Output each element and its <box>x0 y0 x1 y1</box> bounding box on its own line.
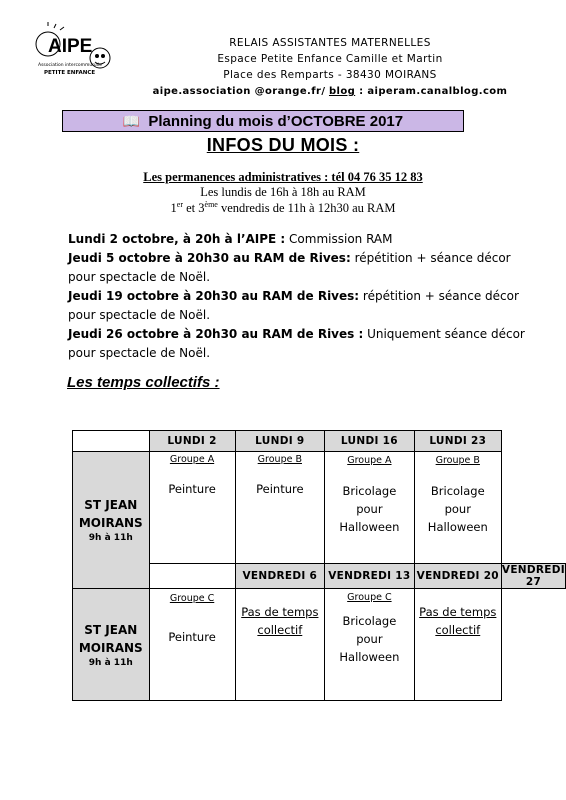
temps-collectifs-title: Les temps collectifs : <box>67 374 220 391</box>
day-header: LUNDI 2 <box>149 431 235 452</box>
location-cell <box>73 452 150 589</box>
activity-cell: Groupe C Bricolage pour Halloween <box>325 589 415 701</box>
logo-tagline-2: PETITE ENFANCE <box>44 70 96 76</box>
event-item: Jeudi 26 octobre à 20h30 au RAM de Rives : Uniquement séance décor pour spectacle de Noël. <box>68 327 525 360</box>
perm-text-a: 1 <box>170 201 177 216</box>
hours-label: 9h à 11h <box>88 533 133 543</box>
activity-cell: Groupe B Peinture <box>235 452 325 564</box>
activity-cell: Pas de temps collectif <box>235 589 325 701</box>
activity-cell: Groupe A Bricolage pour Halloween <box>325 452 415 564</box>
book-icon: 📖 <box>122 112 141 129</box>
table-row <box>73 589 566 701</box>
permanences-line-1: Les lundis de 16h à 18h au RAM <box>200 185 366 199</box>
activity-cell: Pas de temps collectif <box>414 589 501 701</box>
banner-title: Planning du mois d’OCTOBRE 2017 <box>148 112 404 130</box>
aipe-logo <box>34 22 116 82</box>
logo-text: AIPE <box>48 36 93 57</box>
day-header: LUNDI 9 <box>235 431 325 452</box>
perm-text-c: vendredis de 11h à 12h30 au RAM <box>217 201 396 216</box>
location-line-2: MOIRANS <box>78 516 143 530</box>
spacer-cell <box>149 564 235 589</box>
perm-text-b: et 3 <box>182 201 205 216</box>
logo-tagline-1: Association intercommunale <box>38 63 102 68</box>
day-header: LUNDI 23 <box>414 431 501 452</box>
header-line-2: Espace Petite Enfance Camille et Martin <box>217 53 443 65</box>
blog-sep: : <box>355 86 368 97</box>
header-contact <box>150 86 510 97</box>
event-item: Jeudi 5 octobre à 20h30 au RAM de Rives: répétition + séance décor pour spectacle de Noël. <box>68 251 511 284</box>
table-row <box>73 431 566 452</box>
activity-cell: Groupe A Peinture <box>149 452 235 564</box>
header-line-1: RELAIS ASSISTANTES MATERNELLES <box>229 37 431 49</box>
perm-sup-2: ème <box>204 200 218 209</box>
month-banner <box>62 110 464 132</box>
day-header: LUNDI 16 <box>325 431 415 452</box>
activity-cell: Groupe B Bricolage pour Halloween <box>414 452 501 564</box>
hours-label: 9h à 11h <box>88 657 133 668</box>
location-line-2: MOIRANS <box>78 640 143 655</box>
event-item: Jeudi 19 octobre à 20h30 au RAM de Rives: répétition + séance décor pour spectacle de Noël. <box>68 289 519 322</box>
blog-label: blog <box>328 86 356 97</box>
perm-sup-1: er <box>176 200 183 209</box>
table-row <box>73 452 566 564</box>
day-header: VENDREDI 6 <box>235 564 325 589</box>
location-line-1: ST JEAN <box>84 622 138 637</box>
corner-cell <box>73 431 150 452</box>
location-line-1: ST JEAN <box>84 498 138 512</box>
event-item: Lundi 2 octobre, à 20h à l’AIPE : Commission RAM <box>68 232 393 246</box>
blog-link[interactable]: aiperam.canalblog.com <box>367 86 508 97</box>
permanences-line-2 <box>0 200 566 216</box>
day-header: VENDREDI 27 <box>501 564 565 588</box>
schedule-table <box>72 430 566 701</box>
activity-cell: Groupe C Peinture <box>149 589 235 701</box>
day-header: VENDREDI 20 <box>414 564 501 589</box>
events-list <box>68 230 538 363</box>
permanences-title: Les permanences administratives : tél 04 76 35 12 83 <box>143 170 423 184</box>
header-line-3: Place des Remparts - 38430 MOIRANS <box>223 69 437 81</box>
location-cell <box>73 589 150 701</box>
email-link[interactable]: aipe.association @orange.fr/ <box>152 86 326 97</box>
day-header: VENDREDI 13 <box>325 564 415 589</box>
infos-title: INFOS DU MOIS : <box>206 135 360 155</box>
